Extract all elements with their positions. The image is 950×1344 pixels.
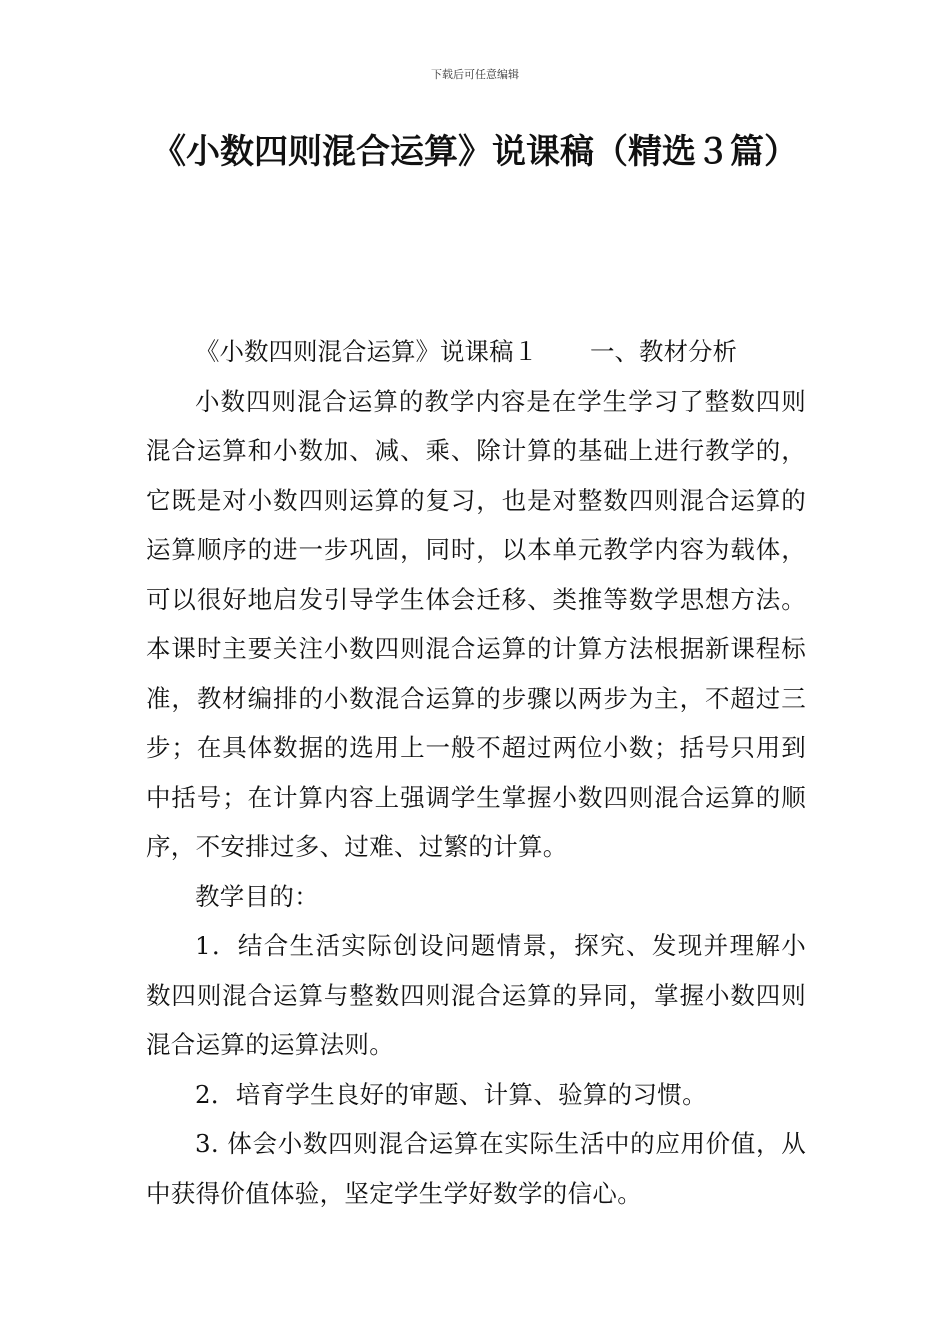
paragraph-goal-2: 2．培育学生良好的审题、计算、验算的习惯。 [195, 1079, 707, 1109]
paragraph-intro: 小数四则混合运算的教学内容是在学生学习了整数四则混合运算和小数加、减、乘、除计算的基础上进行教学的，它既是对小数四则运算的复习，也是对整数四则混合运算的运算顺序的进一步巩固，同时，以本单元教学内容为载体，可以很好地启发引导学生体会迁移、类推等数学思想方法。本课时主要关注小数四则混合运算的计算方法根据新课程标准，教材编排的小数混合运算的步骤以两步为主，不超过三步；在具体数据的选用上一般不超过两位小数；括号只用到中括号；在计算内容上强调学生掌握小数四则混合运算的顺序，不安排过多、过难、过繁的计算。 [146, 386, 806, 861]
section-heading-line [146, 327, 806, 377]
document-title: 《小数四则混合运算》说课稿（精选３篇） [152, 132, 798, 172]
section-heading: 《小数四则混合运算》说课稿１ [195, 337, 538, 366]
document-body [146, 327, 806, 1218]
section-subheading: 一、教材分析 [590, 337, 737, 366]
paragraph-goal-3: 3. 体会小数四则混合运算在实际生活中的应用价值，从中获得价值体验，坚定学生学好数学的信心。 [146, 1129, 806, 1208]
paragraph-goal-1: 1．结合生活实际创设问题情景，探究、发现并理解小数四则混合运算与整数四则混合运算的异同，掌握小数四则混合运算的运算法则。 [146, 931, 806, 1059]
header-note: 下载后可任意编辑 [431, 68, 519, 81]
paragraph-goals-label: 教学目的： [195, 881, 319, 911]
